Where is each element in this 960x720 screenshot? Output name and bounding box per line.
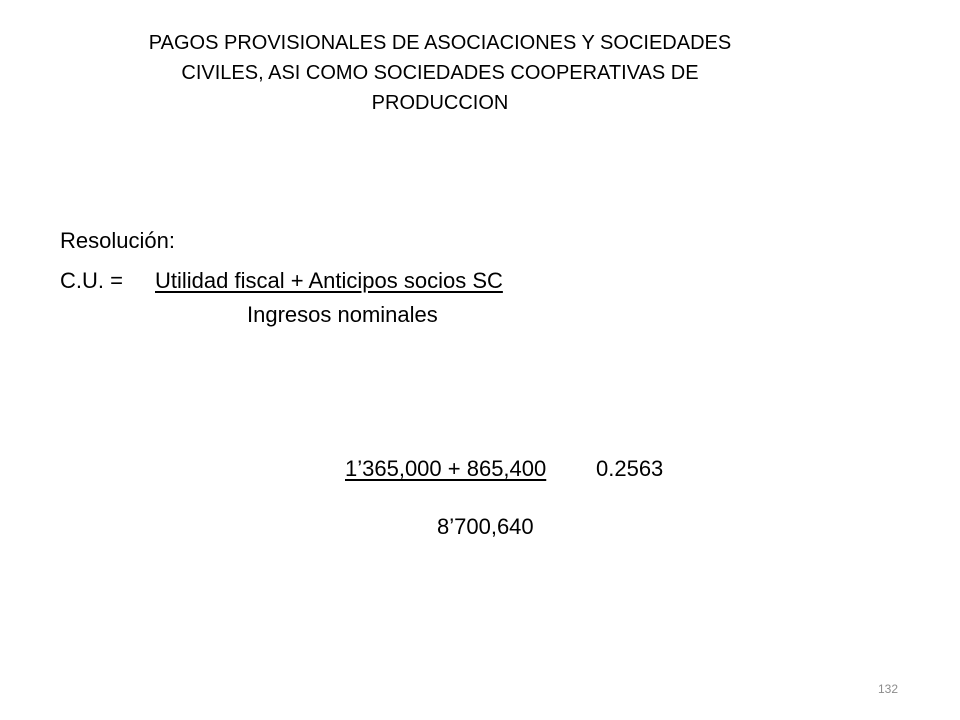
title-line-1: PAGOS PROVISIONALES DE ASOCIACIONES Y SOCIEDADES	[148, 32, 732, 54]
calculation-denominator: 8’700,640	[437, 514, 534, 539]
title-line-2: CIVILES, ASI COMO SOCIEDADES COOPERATIVAS DE	[181, 62, 699, 84]
page-number: 132	[878, 682, 899, 696]
title-line-3: PRODUCCION	[371, 92, 509, 114]
calculation-result: 0.2563	[596, 456, 664, 481]
resolucion-label: Resolución:	[60, 228, 175, 253]
formula-denominator: Ingresos nominales	[247, 302, 438, 327]
cu-equals-label: C.U. =	[60, 268, 123, 293]
calculation-numerator: 1’365,000 + 865,400	[345, 456, 547, 481]
formula-numerator: Utilidad fiscal + Anticipos socios SC	[155, 268, 503, 293]
slide-title	[100, 28, 780, 118]
